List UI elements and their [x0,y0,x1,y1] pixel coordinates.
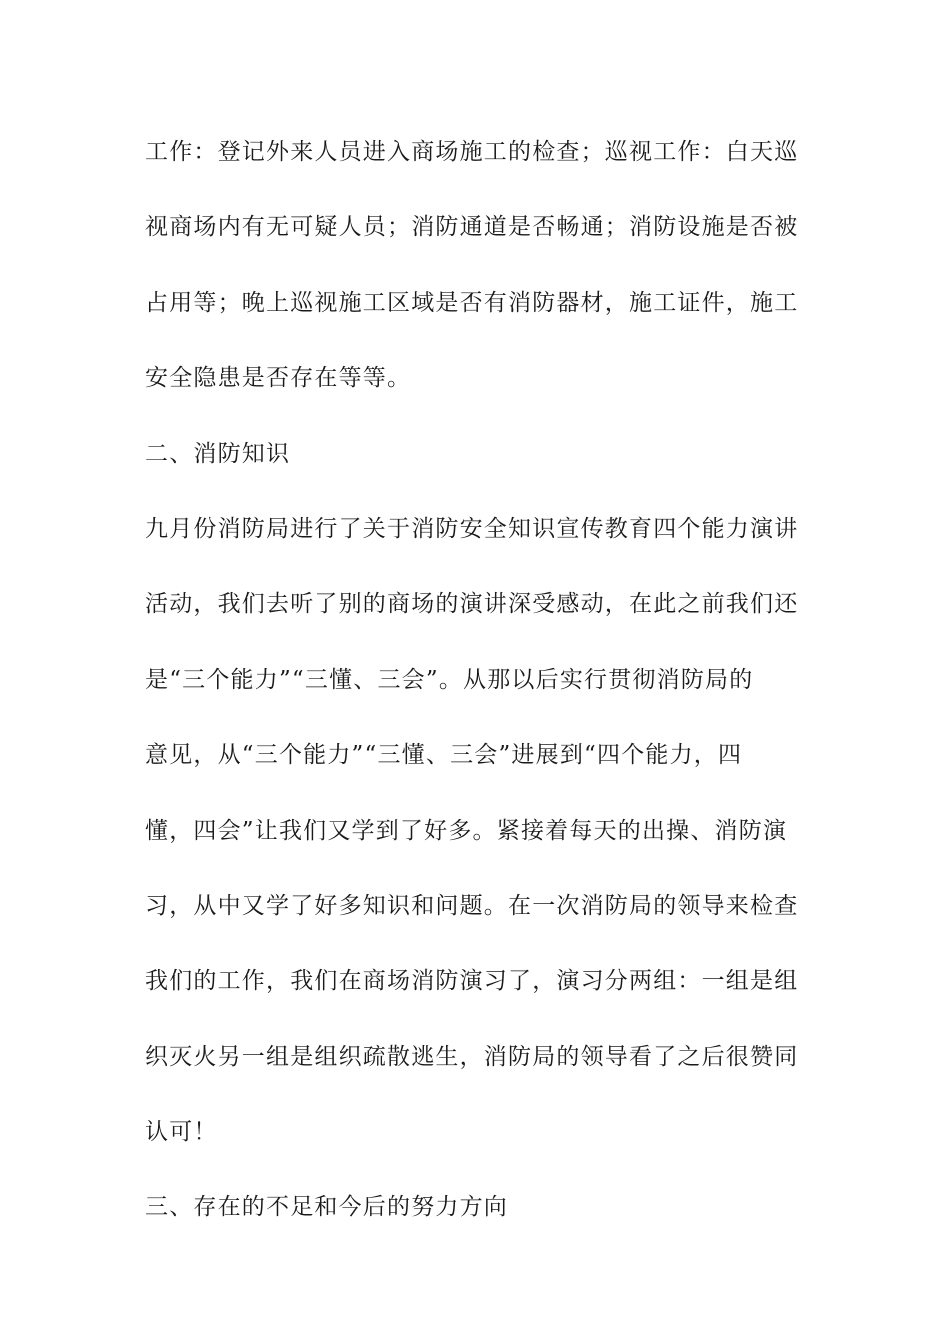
paragraph-line: 懂，四会”让我们又学到了好多。紧接着每天的出操、消防演 [145,817,788,844]
paragraph-line: 活动，我们去听了别的商场的演讲深受感动，在此之前我们还 [145,591,799,618]
paragraph-line: 视商场内有无可疑人员；消防通道是否畅通；消防设施是否被 [145,214,799,241]
paragraph-line: 意见，从“三个能力”“三懂、三会”进展到“四个能力，四 [145,742,743,769]
paragraph-line: 是“三个能力”“三懂、三会”。从那以后实行贯彻消防局的 [145,666,754,693]
paragraph-line: 认可！ [145,1119,218,1146]
paragraph-line: 安全隐患是否存在等等。 [145,365,412,392]
paragraph-line: 织灭火另一组是组织疏散逃生，消防局的领导看了之后很赞同 [145,1043,799,1070]
paragraph-line: 九月份消防局进行了关于消防安全知识宣传教育四个能力演讲 [145,515,799,542]
paragraph-line: 我们的工作，我们在商场消防演习了，演习分两组：一组是组 [145,968,799,995]
document-body [145,128,805,1259]
section-heading: 二、消防知识 [145,440,291,467]
paragraph-line: 习，从中又学了好多知识和问题。在一次消防局的领导来检查 [145,892,799,919]
paragraph-line: 工作：登记外来人员进入商场施工的检查；巡视工作：白天巡 [145,139,799,165]
paragraph-line: 占用等；晚上巡视施工区域是否有消防器材，施工证件，施工 [145,289,799,316]
section-heading: 三、存在的不足和今后的努力方向 [145,1194,508,1221]
